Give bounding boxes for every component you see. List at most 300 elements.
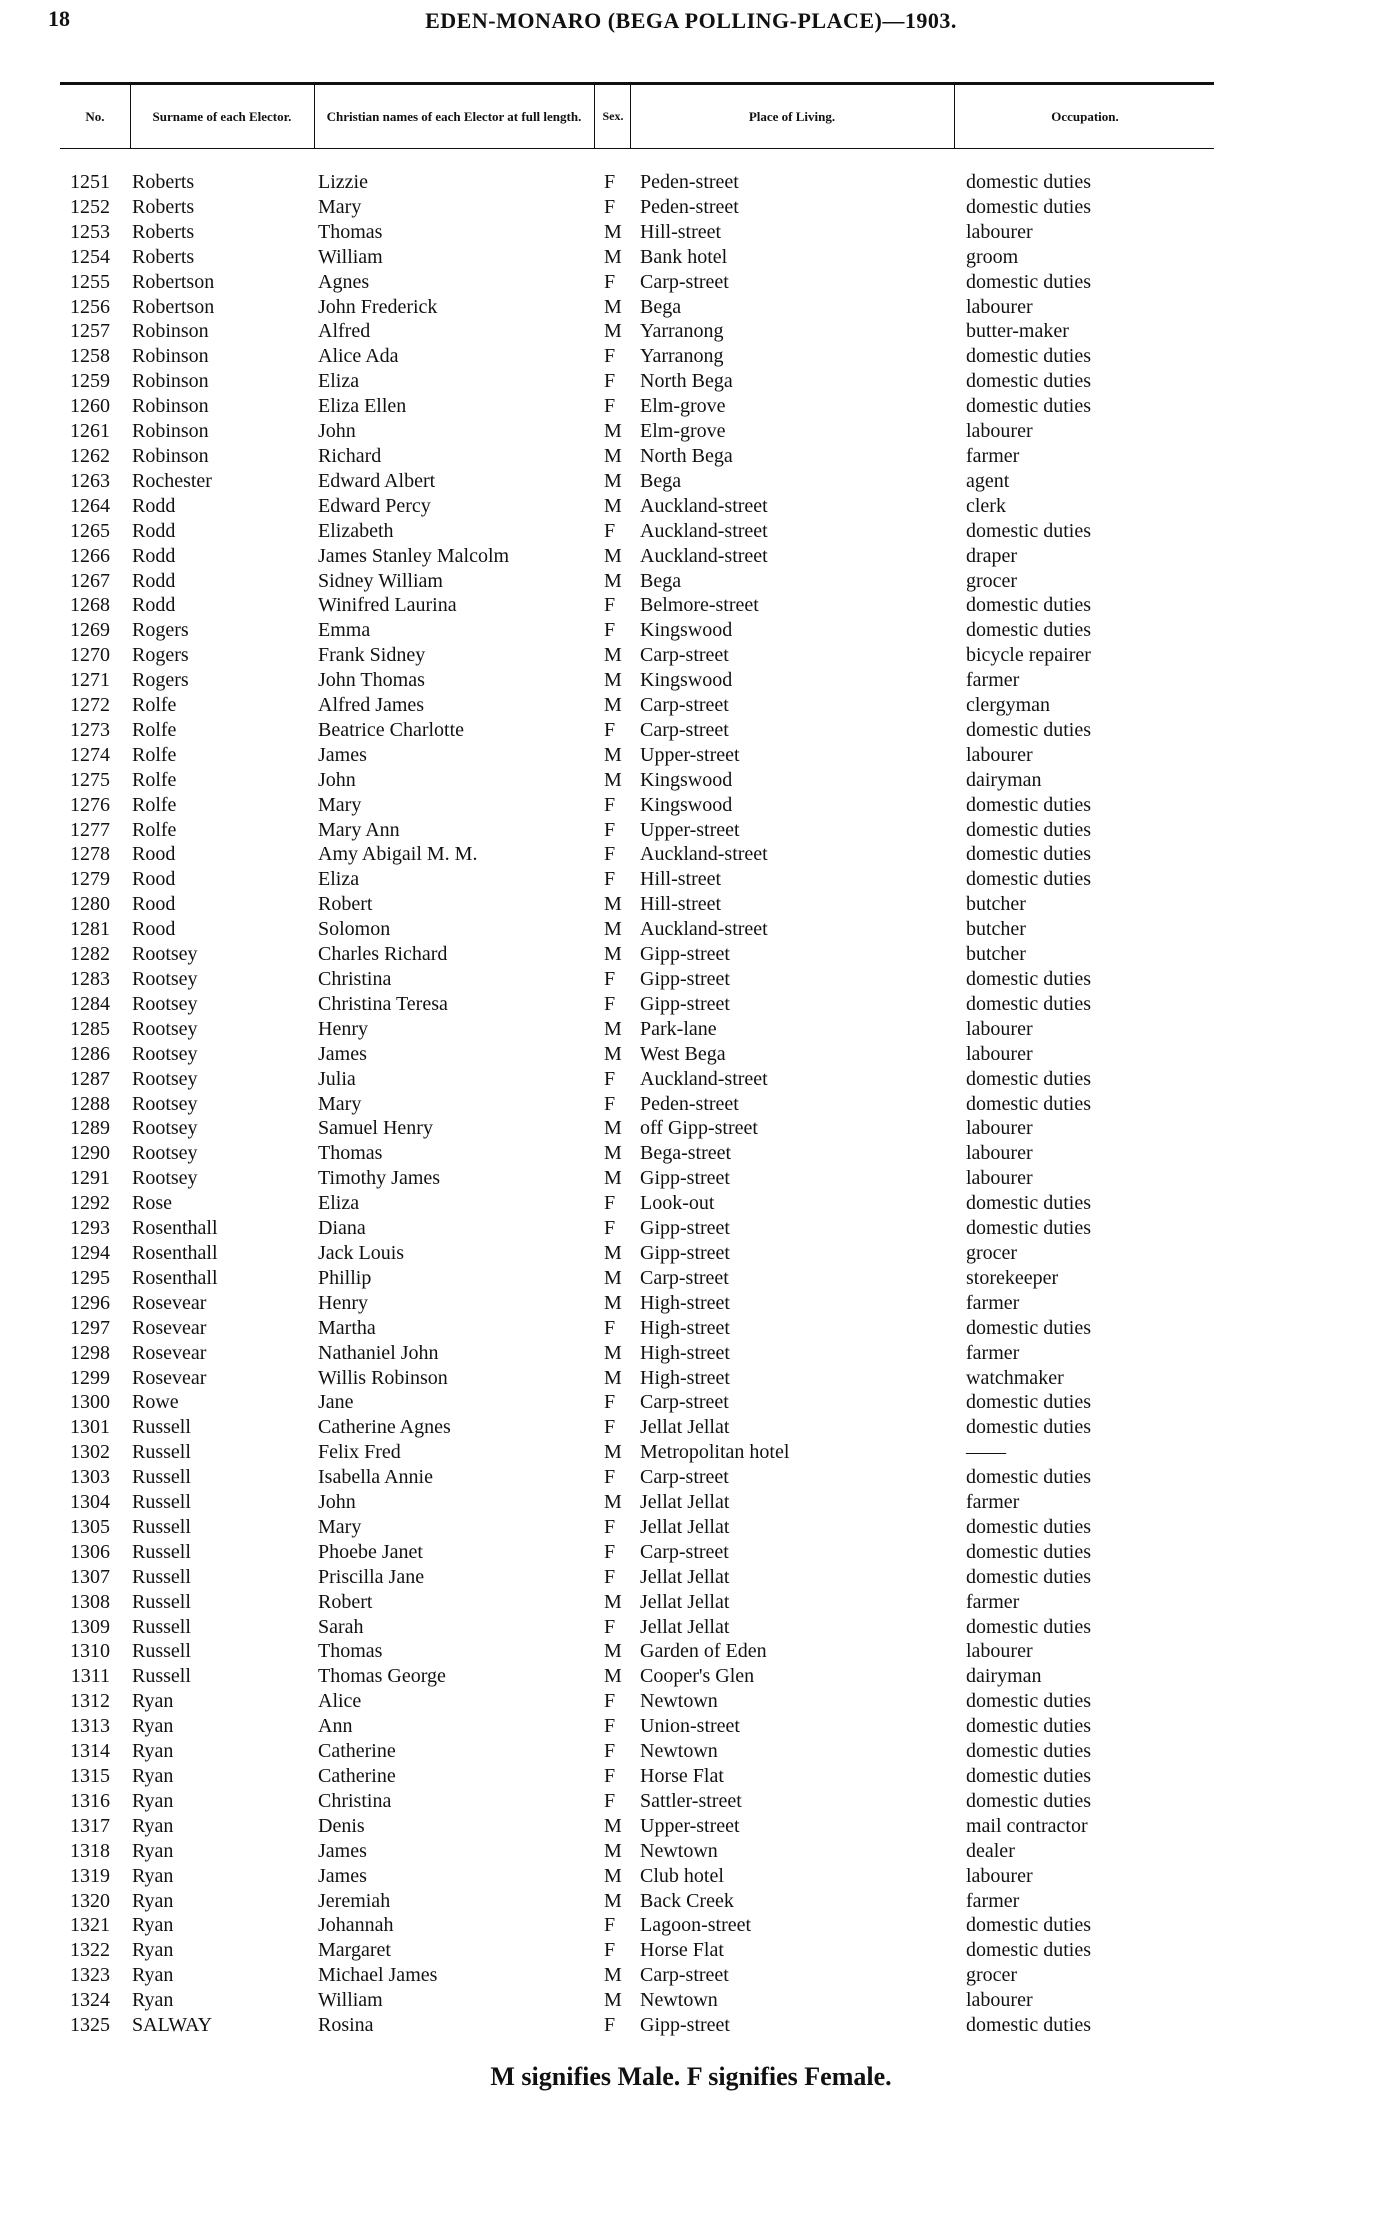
elector-surname: Russell [132,1466,191,1489]
elector-surname: Ryan [132,1839,174,1862]
elector-place-of-living: Bank hotel [640,245,728,268]
table-row [0,1166,1382,1191]
table-row [0,1590,1382,1615]
elector-number: 1318 [70,1839,110,1862]
elector-occupation: draper [966,544,1018,567]
elector-sex: F [604,843,616,866]
column-divider [314,84,315,148]
elector-christian-names: Sarah [318,1615,364,1638]
elector-sex: M [604,893,622,916]
elector-occupation: storekeeper [966,1266,1059,1289]
elector-occupation: domestic duties [966,2014,1091,2037]
elector-sex: M [604,245,622,268]
elector-surname: Roberts [132,195,195,218]
elector-number: 1317 [70,1814,110,1837]
table-row [0,270,1382,295]
elector-place-of-living: Club hotel [640,1864,724,1887]
elector-surname: Rood [132,843,176,866]
elector-occupation: labourer [966,1042,1033,1065]
page-title: EDEN-MONARO (BEGA POLLING-PLACE)—1903. [425,8,957,33]
elector-number: 1285 [70,1017,110,1040]
elector-surname: Rootsey [132,943,198,966]
elector-surname: Rootsey [132,992,198,1015]
elector-surname: Rootsey [132,968,198,990]
elector-number: 1302 [70,1441,110,1464]
elector-sex: M [604,1117,622,1140]
elector-occupation: domestic duties [966,1914,1091,1937]
elector-place-of-living: Carp-street [640,1391,729,1414]
elector-christian-names: Robert [318,893,373,916]
elector-place-of-living: Jellat Jellat [640,1615,730,1638]
elector-place-of-living: Carp-street [640,1540,729,1563]
elector-occupation: clergyman [966,694,1051,717]
elector-number: 1281 [70,918,110,941]
page-number: 18 [48,6,70,31]
elector-occupation: labourer [966,1864,1033,1887]
elector-occupation: domestic duties [966,1515,1091,1538]
elector-occupation: agent [966,469,1010,492]
table-row [0,1316,1382,1341]
table-row [0,1988,1382,2013]
elector-sex: M [604,1017,622,1040]
elector-sex: F [604,519,616,542]
elector-christian-names: John [318,1491,356,1514]
elector-surname: Ryan [132,1690,174,1713]
table-row [0,1689,1382,1714]
elector-place-of-living: Lagoon-street [640,1914,752,1937]
elector-christian-names: Amy Abigail M. M. [318,843,478,866]
column-divider [954,84,955,148]
elector-occupation: farmer [966,1341,1020,1364]
elector-number: 1312 [70,1690,110,1713]
elector-occupation: groom [966,245,1019,268]
elector-surname: Russell [132,1615,191,1638]
elector-occupation: domestic duties [966,195,1091,218]
elector-sex: F [604,195,616,218]
elector-occupation: labourer [966,295,1033,318]
elector-surname: Robertson [132,295,215,318]
elector-surname: Russell [132,1640,191,1663]
elector-sex: F [604,868,616,891]
elector-christian-names: Isabella Annie [318,1466,433,1489]
elector-christian-names: Richard [318,444,382,467]
elector-occupation: domestic duties [966,843,1091,866]
elector-surname: Rootsey [132,1092,198,1115]
elector-surname: Robinson [132,420,209,443]
table-row [0,1814,1382,1839]
elector-place-of-living: Gipp-street [640,992,730,1015]
elector-occupation: domestic duties [966,171,1091,193]
elector-christian-names: Ann [318,1715,353,1738]
table-row [0,842,1382,867]
elector-christian-names: Thomas [318,1640,383,1663]
elector-sex: M [604,1491,622,1514]
elector-number: 1255 [70,270,110,293]
elector-occupation: domestic duties [966,1565,1091,1588]
elector-sex: M [604,320,622,343]
elector-christian-names: Solomon [318,918,391,941]
elector-christian-names: Eliza [318,1192,360,1215]
elector-surname: Roberts [132,220,195,243]
elector-surname: Rolfe [132,768,177,791]
elector-sex: F [604,270,616,293]
elector-number: 1297 [70,1316,110,1339]
elector-place-of-living: Peden-street [640,1092,739,1115]
elector-number: 1288 [70,1092,110,1115]
elector-number: 1276 [70,793,110,816]
elector-surname: Robinson [132,444,209,467]
elector-surname: Roberts [132,245,195,268]
elector-christian-names: Edward Percy [318,494,431,517]
elector-sex: M [604,1241,622,1264]
elector-place-of-living: Jellat Jellat [640,1416,730,1439]
elector-sex: M [604,544,622,567]
elector-surname: Ryan [132,1889,174,1912]
elector-occupation: dealer [966,1839,1015,1862]
elector-place-of-living: Gipp-street [640,1241,730,1264]
elector-occupation: domestic duties [966,395,1091,418]
elector-number: 1269 [70,619,110,642]
elector-surname: Rolfe [132,818,177,841]
elector-surname: Rosenthall [132,1266,218,1289]
elector-number: 1290 [70,1142,110,1165]
elector-christian-names: Samuel Henry [318,1117,433,1140]
elector-occupation: domestic duties [966,1416,1091,1439]
elector-sex: F [604,1740,616,1763]
elector-christian-names: Priscilla Jane [318,1565,425,1588]
elector-number: 1251 [70,171,110,193]
elector-sex: M [604,694,622,717]
elector-occupation: farmer [966,669,1020,692]
elector-surname: Rosevear [132,1341,207,1364]
table-row [0,419,1382,444]
elector-sex: F [604,345,616,368]
elector-surname: Robinson [132,320,209,343]
table-row [0,170,1382,195]
elector-surname: Rowe [132,1391,179,1414]
elector-occupation: domestic duties [966,1715,1091,1738]
elector-place-of-living: Jellat Jellat [640,1565,730,1588]
elector-sex: M [604,295,622,318]
elector-place-of-living: Yarranong [640,320,724,343]
table-row [0,1390,1382,1415]
elector-christian-names: Mary [318,793,362,816]
elector-surname: Rodd [132,569,176,592]
elector-christian-names: Catherine Agnes [318,1416,451,1439]
table-row [0,967,1382,992]
table-row [0,718,1382,743]
elector-place-of-living: Carp-street [640,270,729,293]
elector-surname: Russell [132,1590,191,1613]
electors-list [0,170,1382,2038]
elector-place-of-living: Elm-grove [640,420,726,443]
table-row [0,1639,1382,1664]
elector-number: 1273 [70,718,110,741]
table-row [0,917,1382,942]
elector-place-of-living: Gipp-street [640,1217,730,1240]
elector-place-of-living: Kingswood [640,768,733,791]
elector-surname: Ryan [132,1789,174,1812]
table-row [0,1565,1382,1590]
elector-christian-names: Christina Teresa [318,992,448,1015]
elector-christian-names: Rosina [318,2014,374,2037]
elector-place-of-living: Union-street [640,1715,740,1738]
elector-place-of-living: Cooper's Glen [640,1665,755,1688]
elector-number: 1252 [70,195,110,218]
elector-number: 1322 [70,1939,110,1962]
elector-number: 1311 [70,1665,110,1688]
elector-surname: Russell [132,1540,191,1563]
elector-number: 1300 [70,1391,110,1414]
elector-number: 1286 [70,1042,110,1065]
header-sex: Sex. [602,108,624,123]
elector-surname: Rolfe [132,793,177,816]
table-row [0,2013,1382,2038]
elector-place-of-living: Look-out [640,1192,715,1215]
elector-christian-names: John [318,768,356,791]
elector-place-of-living: Auckland-street [640,1067,768,1090]
header-bottom-rule [60,148,1214,149]
elector-sex: M [604,1640,622,1663]
elector-christian-names: Charles Richard [318,943,448,966]
elector-surname: Ryan [132,1964,174,1987]
table-row [0,444,1382,469]
elector-occupation: domestic duties [966,1765,1091,1787]
table-row [0,295,1382,320]
elector-sex: M [604,943,622,966]
elector-place-of-living: Hill-street [640,893,722,916]
elector-number: 1253 [70,220,110,243]
elector-occupation: domestic duties [966,1192,1091,1215]
table-row [0,992,1382,1017]
elector-surname: Russell [132,1515,191,1538]
elector-surname: Rootsey [132,1117,198,1140]
elector-surname: Rolfe [132,743,177,766]
elector-occupation: labourer [966,420,1033,443]
elector-place-of-living: Auckland-street [640,494,768,517]
elector-number: 1313 [70,1715,110,1738]
elector-christian-names: James [318,743,367,766]
elector-place-of-living: Kingswood [640,669,733,692]
elector-number: 1270 [70,644,110,667]
elector-place-of-living: off Gipp-street [640,1117,758,1140]
elector-occupation: labourer [966,1989,1033,2012]
elector-place-of-living: Gipp-street [640,1167,730,1190]
elector-christian-names: Jack Louis [318,1241,405,1264]
elector-christian-names: Alfred James [318,694,425,717]
elector-surname: Ryan [132,1740,174,1763]
elector-sex: F [604,395,616,418]
elector-surname: Rogers [132,619,189,642]
elector-number: 1292 [70,1192,110,1215]
elector-number: 1263 [70,469,110,492]
elector-surname: Russell [132,1416,191,1439]
elector-occupation: domestic duties [966,718,1091,741]
elector-sex: F [604,1391,616,1414]
elector-occupation: domestic duties [966,1690,1091,1713]
table-row [0,743,1382,768]
elector-surname: Rosenthall [132,1241,218,1264]
elector-number: 1268 [70,594,110,617]
elector-surname: Rosenthall [132,1217,218,1240]
elector-christian-names: Mary [318,1515,362,1538]
elector-sex: F [604,1939,616,1962]
elector-place-of-living: Upper-street [640,1814,740,1837]
elector-sex: M [604,1590,622,1613]
elector-occupation: labourer [966,1017,1033,1040]
elector-occupation: farmer [966,1590,1020,1613]
elector-number: 1258 [70,345,110,368]
table-row [0,1739,1382,1764]
elector-place-of-living: Gipp-street [640,2014,730,2037]
elector-occupation: labourer [966,1142,1033,1165]
table-row [0,1116,1382,1141]
elector-surname: Rood [132,893,176,916]
elector-sex: M [604,743,622,766]
table-row [0,668,1382,693]
elector-surname: Rosevear [132,1366,207,1389]
elector-place-of-living: Back Creek [640,1889,734,1912]
elector-sex: F [604,1789,616,1812]
elector-christian-names: Julia [318,1067,356,1090]
elector-christian-names: Christina [318,968,392,990]
elector-christian-names: Timothy James [318,1167,441,1190]
elector-occupation: clerk [966,494,1006,517]
elector-occupation: domestic duties [966,868,1091,891]
elector-place-of-living: Newtown [640,1839,718,1862]
elector-number: 1291 [70,1167,110,1190]
elector-christian-names: Robert [318,1590,373,1613]
elector-number: 1257 [70,320,110,343]
elector-christian-names: Thomas George [318,1665,446,1688]
table-row [0,1042,1382,1067]
elector-number: 1283 [70,968,110,990]
elector-place-of-living: Auckland-street [640,544,768,567]
elector-christian-names: Diana [318,1217,366,1240]
elector-christian-names: Eliza Ellen [318,395,407,418]
elector-number: 1275 [70,768,110,791]
elector-number: 1301 [70,1416,110,1439]
elector-place-of-living: Upper-street [640,743,740,766]
elector-sex: M [604,1814,622,1837]
elector-sex: F [604,1316,616,1339]
elector-christian-names: James Stanley Malcolm [318,544,510,567]
elector-sex: M [604,1665,622,1688]
elector-surname: Robinson [132,395,209,418]
table-row [0,1415,1382,1440]
elector-number: 1325 [70,2014,110,2037]
elector-christian-names: Mary [318,195,362,218]
elector-christian-names: Nathaniel John [318,1341,439,1364]
table-row [0,618,1382,643]
elector-sex: M [604,220,622,243]
elector-surname: SALWAY [132,2014,213,2037]
elector-place-of-living: High-street [640,1291,730,1314]
table-row [0,942,1382,967]
elector-occupation: bicycle repairer [966,644,1091,667]
elector-sex: M [604,1839,622,1862]
elector-sex: M [604,494,622,517]
table-row [0,1191,1382,1216]
elector-surname: Rodd [132,519,176,542]
elector-surname: Rootsey [132,1042,198,1065]
elector-sex: F [604,968,616,990]
elector-sex: F [604,1715,616,1738]
elector-number: 1310 [70,1640,110,1663]
table-row [0,220,1382,245]
table-row [0,394,1382,419]
elector-place-of-living: Yarranong [640,345,724,368]
elector-sex: M [604,1441,622,1464]
elector-christian-names: Felix Fred [318,1441,401,1464]
elector-christian-names: Henry [318,1017,368,1040]
elector-sex: F [604,2014,616,2037]
elector-surname: Russell [132,1491,191,1514]
elector-sex: F [604,594,616,617]
elector-number: 1279 [70,868,110,891]
elector-sex: M [604,669,622,692]
elector-number: 1278 [70,843,110,866]
elector-surname: Robinson [132,345,209,368]
elector-number: 1261 [70,420,110,443]
elector-sex: F [604,1515,616,1538]
elector-surname: Rolfe [132,694,177,717]
elector-number: 1319 [70,1864,110,1887]
elector-number: 1265 [70,519,110,542]
table-row [0,892,1382,917]
elector-surname: Rootsey [132,1142,198,1165]
elector-number: 1320 [70,1889,110,1912]
elector-christian-names: Mary [318,1092,362,1115]
elector-christian-names: Henry [318,1291,368,1314]
elector-occupation: farmer [966,1889,1020,1912]
elector-place-of-living: Garden of Eden [640,1640,767,1663]
elector-occupation: farmer [966,1291,1020,1314]
elector-occupation: domestic duties [966,1316,1091,1339]
elector-occupation: domestic duties [966,968,1091,990]
elector-place-of-living: Bega-street [640,1142,732,1165]
table-row [0,1764,1382,1789]
elector-christian-names: Michael James [318,1964,438,1987]
elector-number: 1307 [70,1565,110,1588]
table-row [0,1615,1382,1640]
elector-place-of-living: Peden-street [640,171,739,193]
elector-number: 1282 [70,943,110,966]
elector-occupation: domestic duties [966,1092,1091,1115]
elector-occupation: grocer [966,569,1018,592]
elector-sex: F [604,1615,616,1638]
elector-surname: Ryan [132,1989,174,2012]
elector-sex: F [604,1067,616,1090]
elector-place-of-living: Auckland-street [640,519,768,542]
table-row [0,1540,1382,1565]
elector-christian-names: William [318,1989,383,2012]
elector-place-of-living: Hill-street [640,868,722,891]
elector-occupation: domestic duties [966,793,1091,816]
elector-christian-names: Jane [318,1391,354,1414]
elector-sex: M [604,1964,622,1987]
elector-occupation: butcher [966,918,1026,941]
elector-occupation: farmer [966,444,1020,467]
elector-surname: Rodd [132,494,176,517]
header-surname: Surname of each Elector. [152,108,292,124]
elector-number: 1293 [70,1217,110,1240]
table-row [0,1141,1382,1166]
elector-occupation: dairyman [966,1665,1042,1688]
elector-surname: Ryan [132,1715,174,1738]
table-row [0,1664,1382,1689]
elector-sex: F [604,718,616,741]
